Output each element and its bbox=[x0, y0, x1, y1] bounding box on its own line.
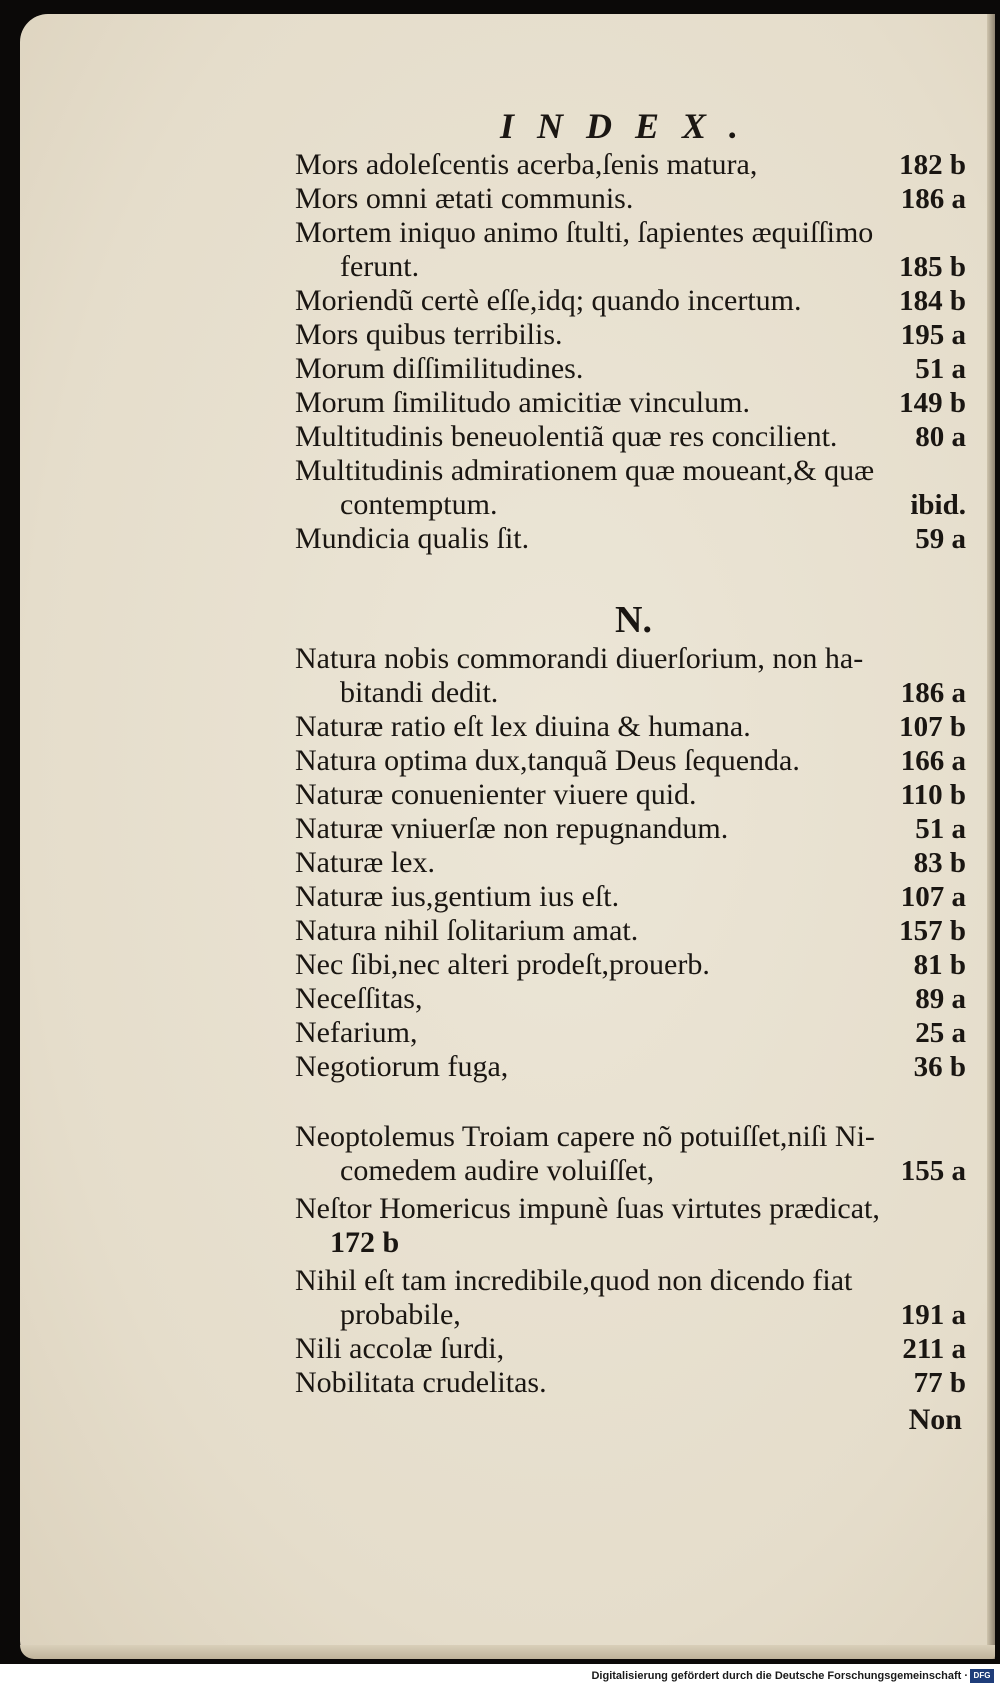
footer-credit: Digitalisierung gefördert durch die Deutsche Forschungsgemeinschaft · bbox=[591, 1670, 968, 1682]
index-entry-page: 81 b bbox=[913, 949, 966, 981]
index-entry-page: 185 b bbox=[899, 251, 966, 283]
index-entry-page: 166 a bbox=[900, 745, 966, 777]
index-entry-text: Nefarium, bbox=[295, 1016, 418, 1049]
dfg-logo: DFG bbox=[970, 1669, 994, 1683]
index-entry-text: bitandi dedit. bbox=[340, 676, 499, 709]
index-entry-page: 157 b bbox=[899, 915, 966, 947]
index-entry-page: 77 b bbox=[913, 1367, 966, 1399]
index-entry-text: Morum diſſimilitudines. bbox=[295, 352, 584, 385]
index-entry-page: 83 b bbox=[913, 847, 966, 879]
index-entry-text: contemptum. bbox=[340, 488, 498, 521]
index-entry-text: Negotiorum fuga, bbox=[295, 1050, 509, 1083]
index-entry-text: Mortem iniquo animo ſtulti, ſapientes æquiſſimo bbox=[295, 216, 874, 249]
index-entry-text: Mors quibus terribilis. bbox=[295, 318, 563, 351]
index-entry-text: Mundicia qualis ſit. bbox=[295, 522, 530, 555]
index-entry-page: 195 a bbox=[900, 319, 966, 351]
index-entry-text: Multitudinis beneuolentiã quæ res concilient. bbox=[295, 420, 838, 453]
index-entry-text: Naturæ ratio eſt lex diuina & humana. bbox=[295, 710, 751, 743]
index-entry-text: Nobilitata crudelitas. bbox=[295, 1366, 547, 1399]
index-entry-text: Neceſſitas, bbox=[295, 982, 423, 1015]
index-entry-text: Mors omni ætati communis. bbox=[295, 182, 634, 215]
index-entry-page: 107 b bbox=[899, 711, 966, 743]
index-entry-page: 186 a bbox=[900, 677, 966, 709]
section-letter: N. bbox=[615, 599, 652, 641]
page-title: INDEX. bbox=[500, 106, 762, 146]
index-entry-page: 149 b bbox=[899, 387, 966, 419]
index-entry-page: 89 a bbox=[915, 983, 966, 1015]
index-entry-page: 191 a bbox=[900, 1299, 966, 1331]
index-entry-text: Naturæ lex. bbox=[295, 846, 435, 879]
index-entry-text: 172 b bbox=[330, 1226, 400, 1259]
index-entry-page: 59 a bbox=[915, 523, 966, 555]
index-entry-text: probabile, bbox=[340, 1298, 461, 1331]
index-entry-page: ibid. bbox=[910, 489, 966, 521]
index-entry-text: Neoptolemus Troiam capere nõ potuiſſet,niſi Ni- bbox=[295, 1120, 875, 1153]
index-entry-text: Naturæ ius,gentium ius eſt. bbox=[295, 880, 620, 913]
index-entry-text: Moriendũ certè eſſe,idq; quando incertum. bbox=[295, 284, 802, 317]
index-entry-text: Naturæ conuenienter viuere quid. bbox=[295, 778, 697, 811]
index-entry-text: Mors adoleſcentis acerba,ſenis matura, bbox=[295, 148, 758, 181]
index-entry-text: Natura nobis commorandi diuerſorium, non ha- bbox=[295, 642, 864, 675]
index-entry-page: 110 b bbox=[900, 779, 966, 811]
index-entry-text: Natura optima dux,tanquã Deus ſequenda. bbox=[295, 744, 800, 777]
index-entry-text: Nili accolæ ſurdi, bbox=[295, 1332, 505, 1365]
index-entry-page: 186 a bbox=[900, 183, 966, 215]
index-entry-text: Morum ſimilitudo amicitiæ vinculum. bbox=[295, 386, 750, 419]
index-entry-text: Neſtor Homericus impunè ſuas virtutes prædicat, bbox=[295, 1192, 880, 1225]
index-entry-text: ferunt. bbox=[340, 250, 420, 283]
index-entry-text: Nihil eſt tam incredibile,quod non dicendo fiat bbox=[295, 1264, 853, 1297]
index-entry-text: Nec ſibi,nec alteri prodeſt,prouerb. bbox=[295, 948, 710, 981]
digitization-footer bbox=[0, 1664, 1000, 1690]
index-entry-page: 211 a bbox=[902, 1333, 966, 1365]
index-entry-page: 51 a bbox=[915, 353, 966, 385]
index-entry-text: comedem audire voluiſſet, bbox=[340, 1154, 655, 1187]
index-entry-page: 182 b bbox=[899, 149, 966, 181]
index-entry-text: Multitudinis admirationem quæ moueant,& quæ bbox=[295, 454, 875, 487]
catchword: Non bbox=[908, 1403, 962, 1436]
index-entry-page: 80 a bbox=[915, 421, 966, 453]
index-entry-page: 155 a bbox=[900, 1155, 966, 1187]
index-entry-text: Naturæ vniuerſæ non repugnandum. bbox=[295, 812, 729, 845]
index-entry-page: 25 a bbox=[915, 1017, 966, 1049]
index-entry-text: Natura nihil ſolitarium amat. bbox=[295, 914, 639, 947]
index-entry-page: 184 b bbox=[899, 285, 966, 317]
index-entry-page: 107 a bbox=[900, 881, 966, 913]
index-entry-page: 36 b bbox=[913, 1051, 966, 1083]
index-entry-page: 51 a bbox=[915, 813, 966, 845]
